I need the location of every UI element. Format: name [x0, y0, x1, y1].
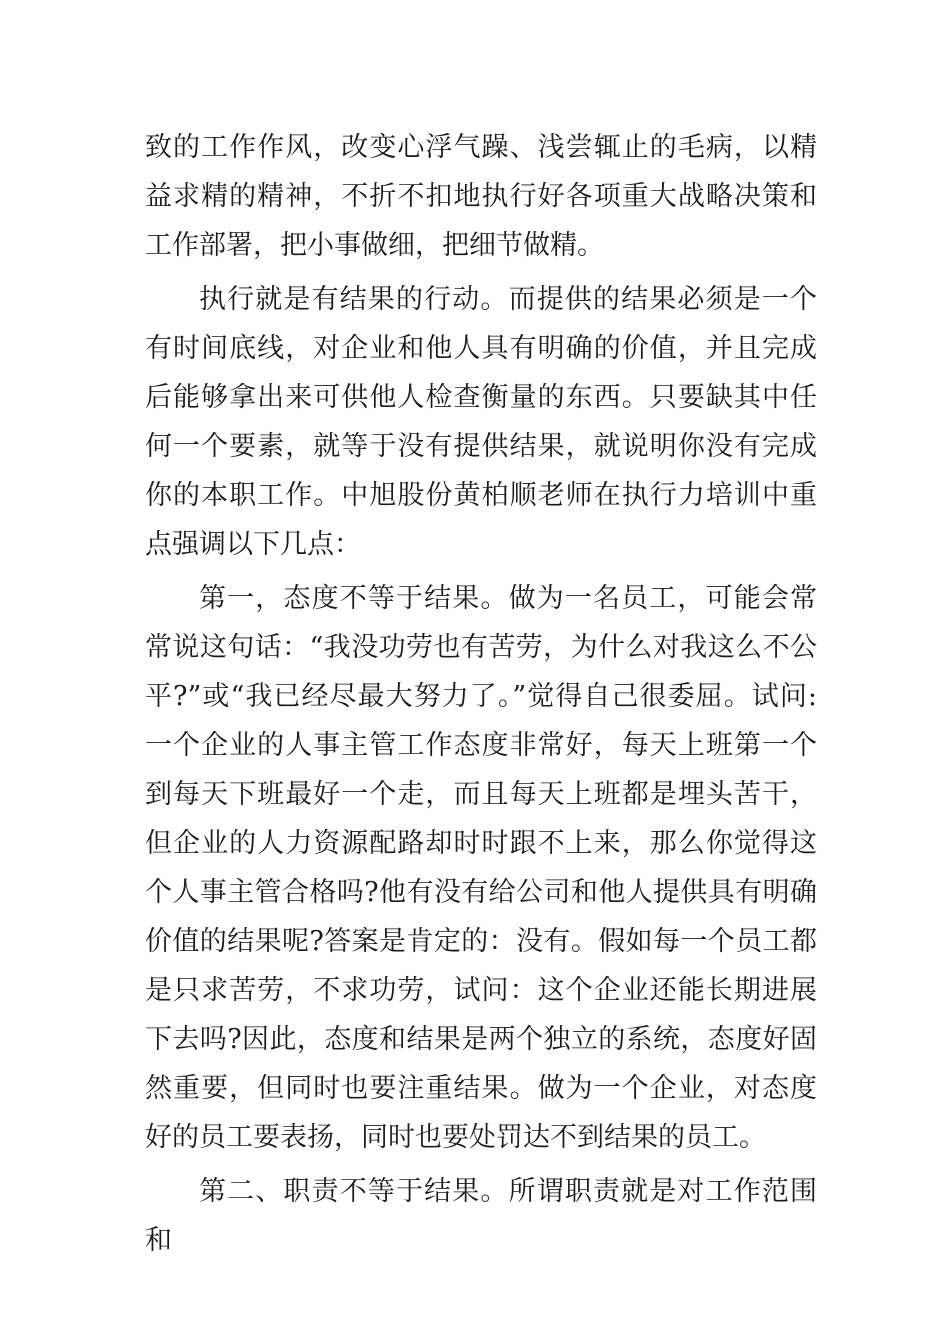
paragraph-execution-definition: 执行就是有结果的行动。而提供的结果必须是一个有时间底线，对企业和他人具有明确的价值，并且完成后能够拿出来可供他人检查衡量的东西。只要缺其中任何一个要素，就等于没有提供结果，就说明你没有完成你的本职工作。中旭股份黄柏顺老师在执行力培训中重点强调以下几点：: [145, 284, 817, 560]
paragraph-point-two: 第二、职责不等于结果。所谓职责就是对工作范围和: [145, 1176, 817, 1256]
paragraph-point-one: 第一，态度不等于结果。做为一名员工，可能会常常说这句话：“我没功劳也有苦劳，为什么对我这么不公平?”或“我已经尽最大努力了。”觉得自己很委屈。试问:一个企业的人事主管工作态度非常好，每天上班第一个到每天下班最好一个走，而且每天上班都是埋头苦干，但企业的人力资源配路却时时跟不上来，那么你觉得这个人事主管合格吗?他有没有给公司和他人提供具有明确价值的结果呢?答案是肯定的：没有。假如每一个员工都是只求苦劳，不求功劳，试问：这个企业还能长期进展下去吗?因此，态度和结果是两个独立的系统，态度好固然重要，但同时也要注重结果。做为一个企业，对态度好的员工要表扬，同时也要处罚达不到结果的员工。: [145, 583, 817, 1153]
paragraph-continuation: 致的工作作风，改变心浮气躁、浅尝辄止的毛病，以精益求精的精神，不折不扣地执行好各项重大战略决策和工作部署，把小事做细，把细节做精。: [145, 132, 817, 261]
document-body: [145, 123, 817, 1270]
